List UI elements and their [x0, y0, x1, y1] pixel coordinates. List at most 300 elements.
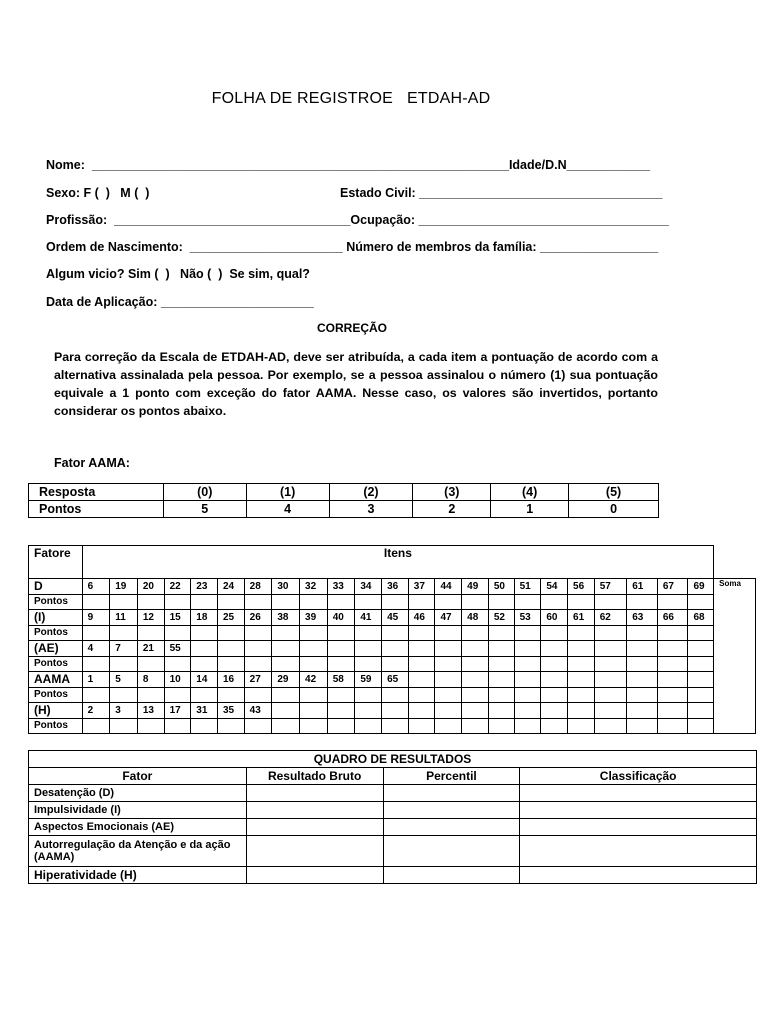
score-cell[interactable] [514, 656, 541, 672]
score-cell[interactable] [688, 641, 714, 657]
score-cell[interactable] [514, 641, 541, 657]
score-cell[interactable] [408, 687, 435, 703]
soma-cell[interactable] [714, 672, 756, 688]
score-cell[interactable] [541, 594, 568, 610]
score-cell[interactable] [110, 718, 138, 734]
resultado-row [29, 867, 757, 884]
resposta-cell: (5) [569, 484, 659, 501]
score-cell[interactable] [688, 687, 714, 703]
header-classificacao: Classificação [520, 768, 757, 785]
score-cell[interactable] [462, 656, 489, 672]
score-cell[interactable] [272, 703, 300, 719]
score-cell[interactable] [688, 703, 714, 719]
score-cell[interactable] [488, 703, 514, 719]
resultado-bruto-cell[interactable] [246, 836, 383, 867]
percentil-cell[interactable] [383, 802, 520, 819]
soma-cell[interactable] [714, 641, 756, 657]
score-cell[interactable] [82, 625, 110, 641]
score-cell[interactable] [435, 656, 462, 672]
item-number-cell: 11 [110, 610, 138, 626]
score-cell[interactable] [657, 656, 688, 672]
score-cell[interactable] [462, 625, 489, 641]
score-cell[interactable] [355, 656, 382, 672]
fator-row-label: Pontos [29, 687, 83, 703]
resultados-title: QUADRO DE RESULTADOS [29, 751, 757, 768]
score-cell[interactable] [82, 656, 110, 672]
score-cell[interactable] [191, 625, 218, 641]
score-cell[interactable] [272, 656, 300, 672]
item-number-cell: 10 [164, 672, 191, 688]
score-cell[interactable] [541, 625, 568, 641]
pontos-cell: 0 [569, 501, 659, 518]
item-number-cell: 32 [300, 579, 328, 595]
item-number-cell: 52 [488, 610, 514, 626]
aama-resposta-row [29, 484, 659, 501]
score-cell[interactable] [568, 625, 595, 641]
header-percentil: Percentil [383, 768, 520, 785]
fator-row-label: (AE) [29, 641, 83, 657]
score-cell[interactable] [627, 625, 658, 641]
item-number-cell: 46 [408, 610, 435, 626]
score-cell[interactable] [462, 672, 489, 688]
fator-row-label: D [29, 579, 83, 595]
score-cell[interactable] [382, 625, 409, 641]
score-cell[interactable] [191, 594, 218, 610]
score-cell[interactable] [435, 625, 462, 641]
soma-header: Soma [714, 579, 756, 595]
item-number-cell: 27 [244, 672, 272, 688]
score-cell[interactable] [327, 594, 355, 610]
item-number-cell: 41 [355, 610, 382, 626]
vicio-field[interactable]: Algum vicio? Sim ( ) Não ( ) Se sim, qual? [46, 267, 310, 281]
score-cell[interactable] [488, 625, 514, 641]
score-cell[interactable] [594, 703, 627, 719]
score-cell[interactable] [408, 703, 435, 719]
score-cell[interactable] [217, 641, 244, 657]
item-number-cell: 12 [137, 610, 164, 626]
fator-name: Aspectos Emocionais (AE) [29, 819, 247, 836]
aama-pontos-row [29, 501, 659, 518]
score-cell[interactable] [627, 672, 658, 688]
header-fator: Fator [29, 768, 247, 785]
item-number-cell: 25 [217, 610, 244, 626]
profissao-field[interactable]: Profissão: __________________________________Ocupação: ____________________________________ [46, 213, 669, 227]
score-cell[interactable] [688, 672, 714, 688]
score-cell[interactable] [514, 687, 541, 703]
score-cell[interactable] [82, 718, 110, 734]
score-cell[interactable] [408, 625, 435, 641]
ordem-nascimento-field[interactable]: Ordem de Nascimento: ______________________ Número de membros da família: _________________ [46, 240, 659, 254]
score-cell[interactable] [435, 687, 462, 703]
fator-items-row [29, 610, 756, 626]
score-cell[interactable] [568, 594, 595, 610]
score-cell[interactable] [488, 641, 514, 657]
score-cell[interactable] [514, 703, 541, 719]
score-cell[interactable] [514, 672, 541, 688]
soma-cell[interactable] [714, 718, 756, 734]
item-number-cell: 20 [137, 579, 164, 595]
score-cell[interactable] [514, 718, 541, 734]
classificacao-cell[interactable] [520, 836, 757, 867]
score-cell[interactable] [435, 594, 462, 610]
item-number-cell: 60 [541, 610, 568, 626]
sexo-field[interactable]: Sexo: F ( ) M ( ) [46, 186, 150, 200]
item-number-cell: 29 [272, 672, 300, 688]
nome-field[interactable]: Nome: ____________________________________________________________Idade/D.N____________ [46, 158, 651, 172]
score-cell[interactable] [514, 594, 541, 610]
resposta-cell: (4) [491, 484, 569, 501]
pontos-cell: 5 [163, 501, 246, 518]
score-cell[interactable] [110, 656, 138, 672]
soma-cell[interactable] [714, 594, 756, 610]
score-cell[interactable] [137, 656, 164, 672]
score-cell[interactable] [594, 625, 627, 641]
score-cell[interactable] [462, 703, 489, 719]
item-number-cell: 66 [657, 610, 688, 626]
item-number-cell: 43 [244, 703, 272, 719]
score-cell[interactable] [488, 672, 514, 688]
score-cell[interactable] [657, 672, 688, 688]
item-number-cell: 37 [408, 579, 435, 595]
item-number-cell: 6 [82, 579, 110, 595]
score-cell[interactable] [82, 594, 110, 610]
item-number-cell: 62 [594, 610, 627, 626]
score-cell[interactable] [568, 703, 595, 719]
score-cell[interactable] [462, 641, 489, 657]
score-cell[interactable] [272, 625, 300, 641]
score-cell[interactable] [568, 718, 595, 734]
resultado-row [29, 785, 757, 802]
resposta-cell: (1) [246, 484, 329, 501]
resultado-row [29, 819, 757, 836]
score-cell[interactable] [435, 672, 462, 688]
estado-civil-field[interactable]: Estado Civil: ___________________________________ [340, 186, 663, 200]
itens-header-row [29, 546, 756, 579]
score-cell[interactable] [462, 594, 489, 610]
score-cell[interactable] [594, 641, 627, 657]
percentil-cell[interactable] [383, 867, 520, 884]
score-cell[interactable] [462, 687, 489, 703]
fator-items-row [29, 703, 756, 719]
score-cell[interactable] [217, 594, 244, 610]
item-number-cell: 61 [568, 610, 595, 626]
score-cell[interactable] [191, 687, 218, 703]
score-cell[interactable] [272, 687, 300, 703]
score-cell[interactable] [355, 625, 382, 641]
item-number-cell: 24 [217, 579, 244, 595]
score-cell[interactable] [382, 718, 409, 734]
resultados-title-row [29, 751, 757, 768]
resultado-bruto-cell[interactable] [246, 802, 383, 819]
score-cell[interactable] [568, 672, 595, 688]
item-number-cell: 53 [514, 610, 541, 626]
score-cell[interactable] [627, 687, 658, 703]
score-cell[interactable] [355, 641, 382, 657]
score-cell[interactable] [164, 656, 191, 672]
score-cell[interactable] [300, 656, 328, 672]
item-number-cell: 8 [137, 672, 164, 688]
score-cell[interactable] [435, 641, 462, 657]
score-cell[interactable] [657, 625, 688, 641]
score-cell[interactable] [327, 703, 355, 719]
score-cell[interactable] [688, 656, 714, 672]
score-cell[interactable] [244, 718, 272, 734]
score-cell[interactable] [568, 656, 595, 672]
score-cell[interactable] [164, 687, 191, 703]
score-cell[interactable] [594, 594, 627, 610]
fator-row-label: AAMA [29, 672, 83, 688]
score-cell[interactable] [408, 641, 435, 657]
item-number-cell: 44 [435, 579, 462, 595]
pontos-cell: 3 [329, 501, 413, 518]
correcao-paragraph: Para correção da Escala de ETDAH-AD, deve ser atribuída, a cada item a pontuação de acordo com a alternativa assinalada pela pessoa. Por exemplo, se a pessoa assinalou o número (1) sua pontuação equivale a 1 ponto com exceção do fator AAMA. Nesse caso, os valores são invertidos, portanto considerar os pontos abaixo. [54, 350, 658, 418]
score-cell[interactable] [541, 641, 568, 657]
score-cell[interactable] [191, 718, 218, 734]
classificacao-cell[interactable] [520, 867, 757, 884]
score-cell[interactable] [272, 718, 300, 734]
header-resultado-bruto: Resultado Bruto [246, 768, 383, 785]
resultado-bruto-cell[interactable] [246, 819, 383, 836]
score-cell[interactable] [657, 641, 688, 657]
item-number-cell: 51 [514, 579, 541, 595]
score-cell[interactable] [488, 718, 514, 734]
item-number-cell: 38 [272, 610, 300, 626]
soma-cell[interactable] [714, 703, 756, 719]
item-number-cell: 45 [382, 610, 409, 626]
item-number-cell: 49 [462, 579, 489, 595]
score-cell[interactable] [355, 718, 382, 734]
soma-cell[interactable] [714, 625, 756, 641]
score-cell[interactable] [627, 718, 658, 734]
score-cell[interactable] [300, 594, 328, 610]
item-number-cell: 69 [688, 579, 714, 595]
resultados-table [28, 750, 757, 884]
item-number-cell: 3 [110, 703, 138, 719]
score-cell[interactable] [627, 656, 658, 672]
pontos-cell: 2 [413, 501, 491, 518]
item-number-cell: 26 [244, 610, 272, 626]
fator-name: Impulsividade (I) [29, 802, 247, 819]
score-cell[interactable] [300, 625, 328, 641]
score-cell[interactable] [164, 594, 191, 610]
item-number-cell: 5 [110, 672, 138, 688]
item-number-cell: 23 [191, 579, 218, 595]
resultado-bruto-cell[interactable] [246, 867, 383, 884]
item-number-cell: 2 [82, 703, 110, 719]
score-cell[interactable] [408, 718, 435, 734]
score-cell[interactable] [217, 718, 244, 734]
score-cell[interactable] [382, 594, 409, 610]
score-cell[interactable] [191, 656, 218, 672]
item-number-cell: 56 [568, 579, 595, 595]
item-number-cell: 14 [191, 672, 218, 688]
resultado-bruto-cell[interactable] [246, 785, 383, 802]
pontos-row [29, 687, 756, 703]
score-cell[interactable] [627, 594, 658, 610]
score-cell[interactable] [382, 656, 409, 672]
resultado-row [29, 836, 757, 867]
score-cell[interactable] [327, 656, 355, 672]
pontos-label: Pontos [29, 501, 164, 518]
score-cell[interactable] [688, 625, 714, 641]
score-cell[interactable] [594, 718, 627, 734]
score-cell[interactable] [541, 718, 568, 734]
percentil-cell[interactable] [383, 785, 520, 802]
itens-header: Itens [82, 546, 714, 579]
score-cell[interactable] [300, 641, 328, 657]
item-number-cell: 58 [327, 672, 355, 688]
soma-cell[interactable] [714, 656, 756, 672]
score-cell[interactable] [568, 687, 595, 703]
resultado-row [29, 802, 757, 819]
score-cell[interactable] [514, 625, 541, 641]
classificacao-cell[interactable] [520, 819, 757, 836]
score-cell[interactable] [110, 625, 138, 641]
score-cell[interactable] [355, 703, 382, 719]
score-cell[interactable] [217, 656, 244, 672]
score-cell[interactable] [435, 703, 462, 719]
score-cell[interactable] [355, 687, 382, 703]
pontos-row [29, 656, 756, 672]
percentil-cell[interactable] [383, 819, 520, 836]
score-cell[interactable] [164, 718, 191, 734]
score-cell[interactable] [355, 594, 382, 610]
score-cell[interactable] [488, 594, 514, 610]
score-cell[interactable] [541, 687, 568, 703]
resposta-cell: (2) [329, 484, 413, 501]
score-cell[interactable] [462, 718, 489, 734]
score-cell[interactable] [408, 594, 435, 610]
fator-row-label: Pontos [29, 718, 83, 734]
item-number-cell: 21 [137, 641, 164, 657]
data-aplicacao-field[interactable]: Data de Aplicação: ______________________ [46, 295, 314, 309]
score-cell[interactable] [327, 687, 355, 703]
score-cell[interactable] [408, 656, 435, 672]
score-cell[interactable] [627, 703, 658, 719]
score-cell[interactable] [191, 641, 218, 657]
score-cell[interactable] [137, 594, 164, 610]
score-cell[interactable] [82, 687, 110, 703]
score-cell[interactable] [217, 625, 244, 641]
item-number-cell: 1 [82, 672, 110, 688]
item-number-cell: 42 [300, 672, 328, 688]
fator-aama-label: Fator AAMA: [54, 456, 130, 470]
score-cell[interactable] [244, 687, 272, 703]
score-cell[interactable] [272, 641, 300, 657]
fator-row-label: (H) [29, 703, 83, 719]
score-cell[interactable] [541, 703, 568, 719]
score-cell[interactable] [594, 687, 627, 703]
score-cell[interactable] [300, 718, 328, 734]
score-cell[interactable] [137, 718, 164, 734]
classificacao-cell[interactable] [520, 785, 757, 802]
score-cell[interactable] [688, 594, 714, 610]
pontos-row [29, 594, 756, 610]
item-number-cell: 63 [627, 610, 658, 626]
score-cell[interactable] [137, 687, 164, 703]
score-cell[interactable] [244, 594, 272, 610]
score-cell[interactable] [327, 718, 355, 734]
item-number-cell: 15 [164, 610, 191, 626]
aama-table [28, 483, 659, 518]
score-cell[interactable] [244, 625, 272, 641]
score-cell[interactable] [541, 656, 568, 672]
score-cell[interactable] [568, 641, 595, 657]
item-number-cell: 65 [382, 672, 409, 688]
fator-name: Hiperatividade (H) [29, 867, 247, 884]
score-cell[interactable] [382, 687, 409, 703]
item-number-cell: 7 [110, 641, 138, 657]
score-cell[interactable] [408, 672, 435, 688]
score-cell[interactable] [300, 687, 328, 703]
score-cell[interactable] [657, 594, 688, 610]
item-number-cell: 17 [164, 703, 191, 719]
resposta-cell: (0) [163, 484, 246, 501]
score-cell[interactable] [327, 641, 355, 657]
fator-row-label: Pontos [29, 656, 83, 672]
score-cell[interactable] [137, 625, 164, 641]
score-cell[interactable] [164, 625, 191, 641]
item-number-cell: 34 [355, 579, 382, 595]
score-cell[interactable] [657, 703, 688, 719]
fator-items-row [29, 672, 756, 688]
score-cell[interactable] [627, 641, 658, 657]
classificacao-cell[interactable] [520, 802, 757, 819]
score-cell[interactable] [217, 687, 244, 703]
score-cell[interactable] [300, 703, 328, 719]
score-cell[interactable] [657, 687, 688, 703]
item-number-cell: 31 [191, 703, 218, 719]
soma-cell[interactable] [714, 687, 756, 703]
itens-body [29, 579, 756, 734]
score-cell[interactable] [657, 718, 688, 734]
score-cell[interactable] [382, 641, 409, 657]
item-number-cell: 13 [137, 703, 164, 719]
score-cell[interactable] [244, 641, 272, 657]
fator-row-label: Pontos [29, 625, 83, 641]
item-number-cell: 30 [272, 579, 300, 595]
item-number-cell: 39 [300, 610, 328, 626]
percentil-cell[interactable] [383, 836, 520, 867]
item-number-cell: 54 [541, 579, 568, 595]
item-number-cell: 68 [688, 610, 714, 626]
item-number-cell: 35 [217, 703, 244, 719]
score-cell[interactable] [382, 703, 409, 719]
item-number-cell: 4 [82, 641, 110, 657]
item-number-cell: 28 [244, 579, 272, 595]
item-number-cell: 67 [657, 579, 688, 595]
fator-items-row [29, 641, 756, 657]
score-cell[interactable] [594, 672, 627, 688]
score-cell[interactable] [244, 656, 272, 672]
score-cell[interactable] [541, 672, 568, 688]
score-cell[interactable] [110, 687, 138, 703]
correcao-heading: CORREÇÃO [316, 321, 387, 335]
score-cell[interactable] [435, 718, 462, 734]
item-number-cell: 57 [594, 579, 627, 595]
score-cell[interactable] [594, 656, 627, 672]
score-cell[interactable] [488, 656, 514, 672]
score-cell[interactable] [327, 625, 355, 641]
score-cell[interactable] [272, 594, 300, 610]
item-number-cell: 61 [627, 579, 658, 595]
soma-cell[interactable] [714, 610, 756, 626]
score-cell[interactable] [110, 594, 138, 610]
item-number-cell: 48 [462, 610, 489, 626]
score-cell[interactable] [488, 687, 514, 703]
score-cell[interactable] [688, 718, 714, 734]
resposta-cell: (3) [413, 484, 491, 501]
